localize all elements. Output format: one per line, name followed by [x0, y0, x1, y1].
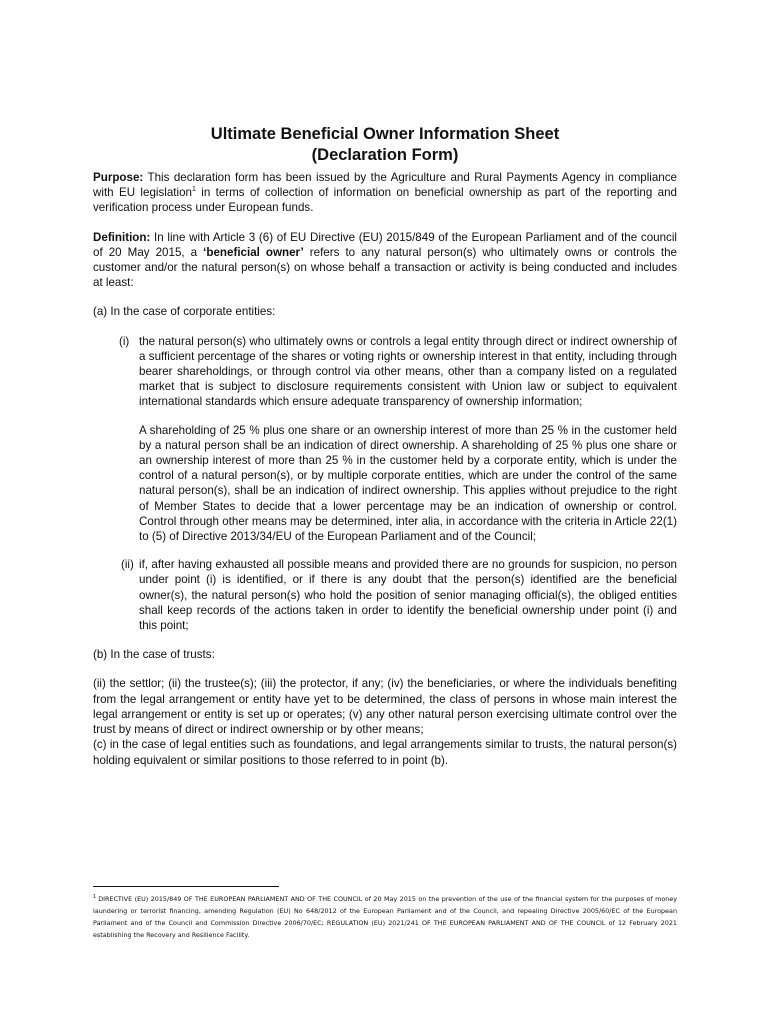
footnote-divider [93, 886, 279, 887]
item-ii-number: (ii) [121, 558, 134, 572]
footnote-text: DIRECTIVE (EU) 2015/849 OF THE EUROPEAN PARLIAMENT AND OF THE COUNCIL of 20 May 2015 on the prevention of the use of the financial system for the purposes of money laundering or terrorist financing, amending Regulation (EU) No 648/2012 of the European Parliament and of the Council, and repealing Directive 2005/60/EC of the European Parliament and of the Council and Commission Directive 2006/70/EC; REGULATION (EU) 2021/241 OF THE EUROPEAN PARLIAMENT AND OF THE COUNCIL of 12 February 2021 establishing the Recovery and Resilience Facility. [93, 895, 677, 939]
footnote [93, 893, 677, 941]
purpose-label: Purpose: [93, 171, 144, 184]
title-line-2: (Declaration Form) [311, 146, 459, 164]
document-title [93, 124, 677, 166]
item-i-paragraph-2: A shareholding of 25 % plus one share or an ownership interest of more than 25 % in the customer held by a natural person shall be an indication of direct ownership. A shareholding of 25 % plus one share or an ownership interest of more than 25 % in the customer held by a corporate entity, which is under the control of a natural person(s), or by multiple corporate entities, which are under the control of the same natural person(s), shall be an indication of indirect ownership. This applies without prejudice to the right of Member States to decide that a lower percentage may be an indication of ownership or control. Control through other means may be determined, inter alia, in accordance with the criteria in Article 22(1) to (5) of Directive 2013/34/EU of the European Parliament and of the Council; [139, 423, 677, 544]
definition-text-before: In line with Article 3 (6) of EU Directive (EU) 2015/849 of the European Parliament and of the council of 20 May 2015, a [93, 230, 677, 259]
section-b-heading: (b) In the case of trusts: [93, 648, 215, 662]
item-i-number: (i) [119, 334, 130, 348]
section-a-item-i [93, 334, 677, 410]
item-ii-text: if, after having exhausted all possible means and provided there are no grounds for suspicion, no person under point (i) is identified, or if there is any doubt that the person(s) identified are the beneficial owner(s), the natural person(s) who hold the position of senior managing official(s), the obliged entities shall keep records of the actions taken in order to identify the beneficial ownership under point (i) and this point; [139, 558, 677, 633]
definition-label: Definition: [93, 230, 151, 244]
definition-paragraph [93, 230, 677, 291]
purpose-paragraph [93, 170, 677, 216]
title-line-1: Ultimate Beneficial Owner Information Sheet [210, 125, 560, 143]
section-c-text: (c) in the case of legal entities such as foundations, and legal arrangements similar to trusts, the natural person(s) holding equivalent or similar positions to those referred to in point (b). [93, 738, 677, 767]
purpose-text-before: This declaration form has been issued by the Agriculture and Rural Payments Agency in compliance with EU legislation [93, 171, 677, 200]
section-b-text: (ii) the settlor; (ii) the trustee(s); (iii) the protector, if any; (iv) the beneficiaries, or where the individuals benefiting from the legal arrangement or entity have yet to be determined, the class of persons in whose main interest the legal arrangement or entity is set up or operates; (v) any other natural person exercising ultimate control over the trust by means of direct or indirect ownership or by other means; [93, 677, 677, 737]
document-body [93, 124, 677, 768]
footnote-reference[interactable]: 1 [191, 186, 196, 194]
item-i-text: the natural person(s) who ultimately owns or controls a legal entity through direct or indirect ownership of a sufficient percentage of the shares or voting rights or ownership interest in that entity, including through bearer shareholdings, or through control via other means, other than a company listed on a regulated market that is subject to disclosure requirements consistent with Union law or subject to equivalent international standards which ensure adequate transparency of ownership information; [139, 334, 677, 409]
section-a-item-ii [93, 557, 677, 633]
definition-term: ‘beneficial owner’ [203, 245, 304, 259]
purpose-text-after: in terms of collection of information on beneficial ownership as part of the reporting and verification process under European funds. [93, 186, 677, 215]
definition-text-after: refers to any natural person(s) who ultimately owns or controls the customer and/or the natural person(s) on whose behalf a transaction or activity is being conducted and includes at least: [93, 245, 677, 290]
footnote-mark: 1 [93, 893, 97, 900]
section-a-heading: (a) In the case of corporate entities: [93, 305, 276, 319]
